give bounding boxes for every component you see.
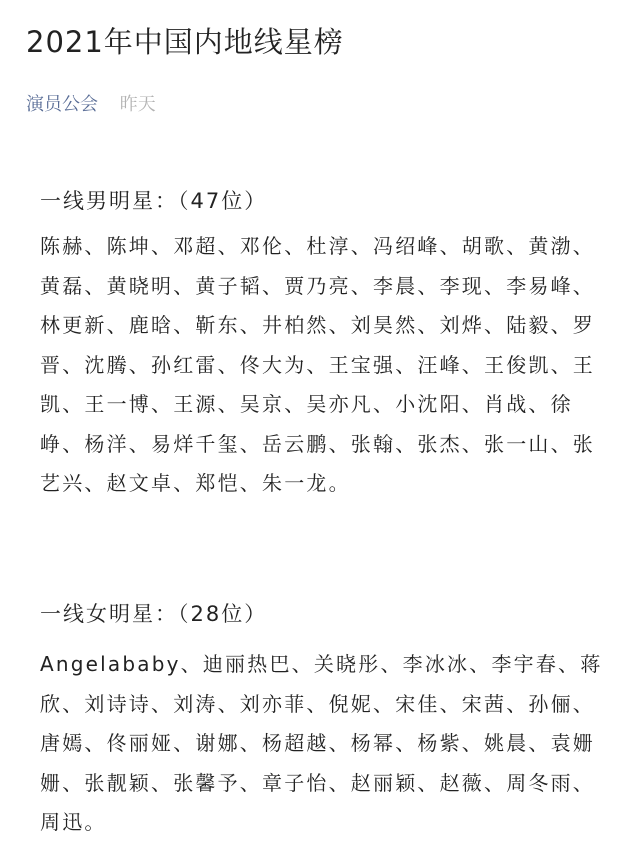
female-section-heading: 一线女明星：（28位） xyxy=(40,602,268,626)
article-meta xyxy=(26,90,156,116)
author-link[interactable]: 演员公会 xyxy=(26,94,98,115)
male-section-heading: 一线男明星：（47位） xyxy=(40,189,268,213)
publish-date: 昨天 xyxy=(119,94,156,115)
male-names-paragraph: 陈赫、陈坤、邓超、邓伦、杜淳、冯绍峰、胡歌、黄渤、黄磊、黄晓明、黄子韬、贾乃亮、李晨、李现、李易峰、林更新、鹿晗、靳东、井柏然、刘昊然、刘烨、陆毅、罗晋、沈腾、孙红雷、佟大为、王宝强、汪峰、王俊凯、王凯、王一博、王源、吴京、吴亦凡、小沈阳、肖战、徐峥、杨洋、易烊千玺、岳云鹏、张翰、张杰、张一山、张艺兴、赵文卓、郑恺、朱一龙。 xyxy=(40,234,595,495)
article-title: 2021年中国内地线星榜 xyxy=(26,25,344,59)
female-names-paragraph: Angelababy、迪丽热巴、关晓彤、李冰冰、李宇春、蒋欣、刘诗诗、刘涛、刘亦菲、倪妮、宋佳、宋茜、孙俪、唐嫣、佟丽娅、谢娜、杨超越、杨幂、杨紫、姚晨、袁姗姗、张靓颖、张馨予、章子怡、赵丽颖、赵薇、周冬雨、周迅。 xyxy=(40,652,603,834)
